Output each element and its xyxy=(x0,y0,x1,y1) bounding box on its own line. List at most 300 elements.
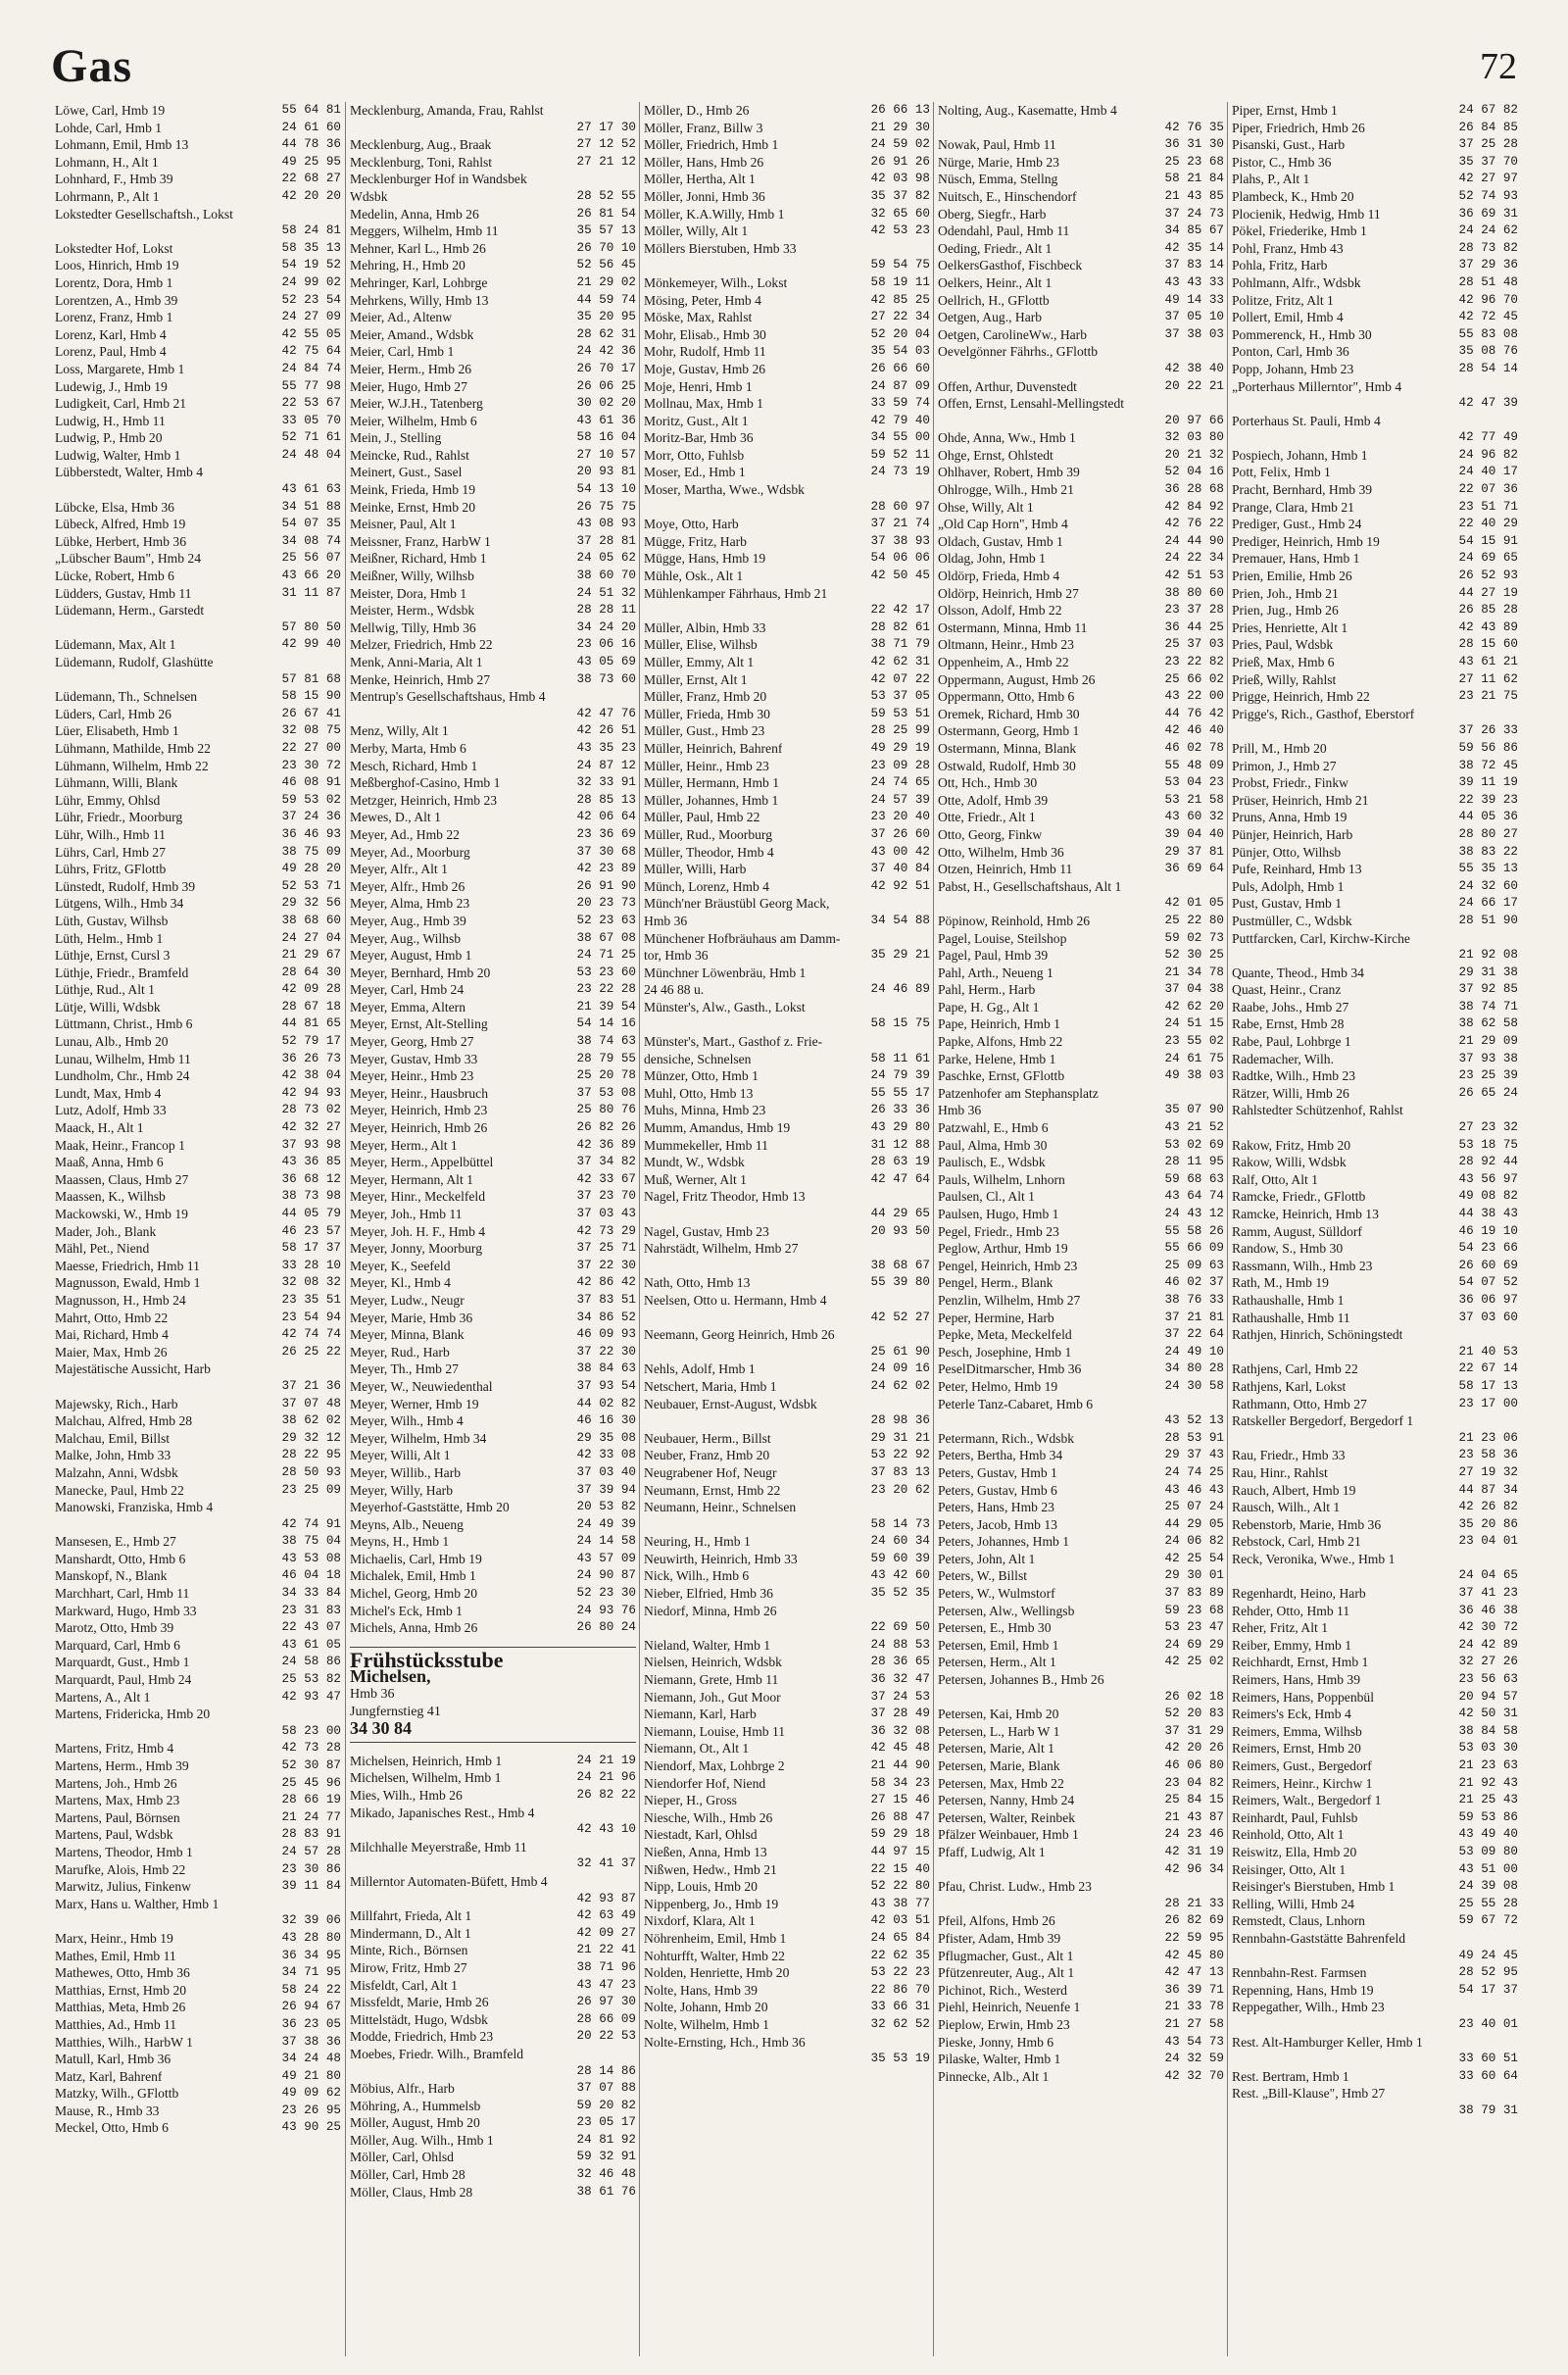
entry-phone: 25 45 96 xyxy=(281,1775,341,1790)
directory-entry xyxy=(1228,654,1522,671)
entry-phone: 38 73 60 xyxy=(576,671,636,686)
entry-phone: 25 56 07 xyxy=(281,551,341,566)
entry-phone: 23 17 00 xyxy=(1458,1396,1518,1410)
entry-phone: 37 22 30 xyxy=(576,1344,636,1359)
directory-entry xyxy=(1228,136,1522,154)
entry-phone: 42 03 51 xyxy=(870,1913,930,1928)
directory-entry xyxy=(346,1585,640,1603)
entry-phone: 23 20 62 xyxy=(870,1482,930,1497)
entry-phone: 42 32 70 xyxy=(1164,2068,1224,2083)
directory-entry xyxy=(640,774,934,792)
directory-entry xyxy=(1228,413,1522,430)
entry-name: Lübke, Herbert, Hmb 36 xyxy=(55,533,187,549)
directory-entry xyxy=(346,1361,640,1378)
entry-name: Lutz, Adolf, Hmb 33 xyxy=(55,1103,167,1118)
entry-phone: 20 22 53 xyxy=(576,2029,636,2044)
entry-phone: 42 94 93 xyxy=(281,1085,341,1100)
entry-name: Oremek, Richard, Hmb 30 xyxy=(938,706,1080,721)
entry-phone: 42 74 74 xyxy=(281,1327,341,1342)
directory-entry xyxy=(934,1430,1228,1448)
entry-name: Martens, Fritz, Hmb 4 xyxy=(55,1741,174,1757)
entry-name: Meyer, Herm., Alt 1 xyxy=(350,1137,458,1153)
directory-entry xyxy=(934,947,1228,965)
directory-entry xyxy=(346,999,640,1016)
directory-entry xyxy=(51,1671,345,1689)
directory-entry xyxy=(51,171,345,188)
entry-name: Mehner, Karl L., Hmb 26 xyxy=(350,240,486,256)
directory-entry xyxy=(1228,2085,1522,2103)
entry-phone: 43 46 43 xyxy=(1164,1482,1224,1497)
entry-phone: 44 87 34 xyxy=(1458,1482,1518,1497)
directory-entry xyxy=(934,861,1228,878)
entry-name: Meyer, Willib., Harb xyxy=(350,1464,462,1480)
entry-phone xyxy=(926,895,930,913)
directory-entry xyxy=(1228,1361,1522,1378)
entry-name: Mühlenkamper Fährhaus, Hmb 21 xyxy=(644,585,828,601)
entry-phone: 36 69 64 xyxy=(1164,862,1224,876)
entry-name: Lohde, Carl, Hmb 1 xyxy=(55,120,163,135)
directory-entry xyxy=(51,1482,345,1500)
entry-phone: 26 25 22 xyxy=(281,1344,341,1359)
entry-name: Matz, Karl, Bahrenf xyxy=(55,2068,163,2084)
entry-phone: 28 25 99 xyxy=(870,723,930,738)
entry-phone: 28 79 55 xyxy=(576,1051,636,1065)
entry-name: Nippenberg, Jo., Hmb 19 xyxy=(644,1896,779,1911)
directory-entry xyxy=(346,1994,640,2011)
directory-entry xyxy=(640,292,934,310)
directory-entry xyxy=(51,1826,345,1844)
entry-phone: 23 20 40 xyxy=(870,810,930,824)
directory-entry xyxy=(1228,844,1522,862)
directory-entry xyxy=(934,2051,1228,2068)
entry-name: Menke, Heinrich, Hmb 27 xyxy=(350,671,491,687)
directory-entry xyxy=(934,1171,1228,1189)
entry-phone: 35 07 90 xyxy=(1164,1103,1224,1117)
entry-name: Lüdemann, Herm., Garstedt xyxy=(55,603,205,618)
entry-name: Reimers, Emma, Wilhsb xyxy=(1232,1723,1362,1739)
directory-entry xyxy=(346,1412,640,1430)
directory-entry xyxy=(640,447,934,465)
entry-phone: 32 39 06 xyxy=(281,1913,341,1928)
directory-entry xyxy=(934,1137,1228,1155)
entry-name: Mecklenburg, Aug., Braak xyxy=(350,137,492,153)
directory-entry xyxy=(934,361,1228,378)
directory-entry xyxy=(640,1878,934,1896)
directory-entry xyxy=(934,257,1228,274)
directory-entry xyxy=(346,1206,640,1223)
entry-name: Lühmann, Willi, Blank xyxy=(55,775,178,791)
directory-entry xyxy=(346,1015,640,1033)
entry-name: Rassmann, Wilh., Hmb 23 xyxy=(1232,1258,1373,1273)
directory-entry xyxy=(1228,1240,1522,1258)
entry-name: Mause, R., Hmb 33 xyxy=(55,2103,160,2118)
entry-name: Möller, Aug. Wilh., Hmb 1 xyxy=(350,2132,494,2148)
entry-phone: 49 14 33 xyxy=(1164,292,1224,307)
directory-entry xyxy=(640,395,934,413)
entry-phone: 26 65 24 xyxy=(1458,1085,1518,1100)
entry-phone: 23 26 95 xyxy=(281,2103,341,2117)
directory-entry xyxy=(1228,2103,1522,2120)
directory-entry xyxy=(934,1396,1228,1413)
entry-phone: 52 23 63 xyxy=(576,913,636,927)
entry-phone: 23 06 16 xyxy=(576,637,636,652)
entry-phone: 42 30 72 xyxy=(1458,1620,1518,1635)
entry-name: Reimers, Hans, Poppenbül xyxy=(1232,1689,1374,1705)
entry-phone: 37 83 14 xyxy=(1164,258,1224,272)
entry-name: Pauls, Wilhelm, Lnhorn xyxy=(938,1171,1065,1187)
entry-name: Niesche, Wilh., Hmb 26 xyxy=(644,1809,773,1825)
entry-phone xyxy=(1220,343,1224,361)
directory-entry xyxy=(1228,602,1522,619)
entry-phone: 28 73 02 xyxy=(281,1103,341,1117)
entry-name: Prüser, Heinrich, Hmb 21 xyxy=(1232,792,1369,808)
directory-entry xyxy=(934,1516,1228,1534)
entry-phone: 20 53 82 xyxy=(576,1500,636,1514)
directory-entry xyxy=(51,102,345,120)
entry-name: Menz, Willy, Alt 1 xyxy=(350,723,449,739)
directory-entry xyxy=(640,1619,934,1637)
entry-phone: 21 23 63 xyxy=(1458,1758,1518,1772)
entry-name: Milchhalle Meyerstraße, Hmb 11 xyxy=(350,1839,527,1855)
entry-name: Ohlhaver, Robert, Hmb 39 xyxy=(938,465,1080,480)
entry-name: Petersen, E., Hmb 30 xyxy=(938,1620,1052,1636)
directory-entry xyxy=(1228,1154,1522,1171)
entry-phone: 38 75 04 xyxy=(281,1534,341,1549)
directory-entry xyxy=(640,1740,934,1757)
directory-entry xyxy=(346,947,640,965)
directory-entry xyxy=(934,1844,1228,1861)
entry-phone: 21 24 77 xyxy=(281,1809,341,1824)
directory-entry xyxy=(640,1344,934,1361)
directory-entry xyxy=(934,1964,1228,1982)
entry-phone: 23 21 75 xyxy=(1458,689,1518,704)
entry-name: Möller, Carl, Hmb 28 xyxy=(350,2167,466,2183)
entry-phone: 37 38 93 xyxy=(870,533,930,548)
entry-name: Nüsch, Emma, Stellng xyxy=(938,172,1058,187)
entry-phone: 34 51 88 xyxy=(281,499,341,514)
entry-phone: 24 88 53 xyxy=(870,1637,930,1652)
entry-name: Otto, Wilhelm, Hmb 36 xyxy=(938,844,1064,860)
directory-entry xyxy=(934,1740,1228,1757)
entry-phone: 42 35 14 xyxy=(1164,240,1224,255)
directory-entry xyxy=(640,429,934,447)
entry-name: Niestadt, Karl, Ohlsd xyxy=(644,1827,758,1843)
entry-name: Meyer, Heinr., Hmb 23 xyxy=(350,1068,474,1084)
entry-name: Peters, John, Alt 1 xyxy=(938,1551,1036,1566)
directory-entry xyxy=(640,722,934,740)
directory-entry xyxy=(346,2011,640,2029)
directory-entry xyxy=(346,2184,640,2202)
page-title: Gas xyxy=(51,40,133,92)
entry-phone: 38 74 63 xyxy=(576,1034,636,1049)
directory-entry xyxy=(640,1826,934,1844)
directory-entry xyxy=(346,913,640,930)
entry-phone xyxy=(926,1603,930,1620)
directory-entry xyxy=(1228,740,1522,758)
directory-entry xyxy=(1228,1740,1522,1757)
entry-name: densiche, Schnelsen xyxy=(644,1051,752,1066)
entry-phone xyxy=(632,2046,636,2063)
entry-phone: 58 16 04 xyxy=(576,430,636,445)
directory-entry xyxy=(640,1085,934,1103)
entry-name: Meyer, Th., Hmb 27 xyxy=(350,1361,459,1377)
entry-phone: 26 82 22 xyxy=(576,1788,636,1802)
entry-name: Majewsky, Rich., Harb xyxy=(55,1396,178,1411)
entry-name: Lütgens, Wilh., Hmb 34 xyxy=(55,896,184,912)
directory-entry xyxy=(934,636,1228,654)
directory-entry xyxy=(346,413,640,430)
directory-entry xyxy=(934,1912,1228,1930)
directory-entry xyxy=(346,378,640,396)
directory-entry xyxy=(51,1171,345,1189)
entry-phone: 22 53 67 xyxy=(281,396,341,411)
entry-phone: 58 14 73 xyxy=(870,1516,930,1531)
entry-phone: 24 27 09 xyxy=(281,310,341,324)
directory-entry xyxy=(346,758,640,775)
directory-entry xyxy=(51,136,345,154)
entry-phone: 28 52 55 xyxy=(576,188,636,203)
directory-entry xyxy=(51,740,345,758)
directory-entry xyxy=(640,2016,934,2034)
entry-phone: 29 37 81 xyxy=(1164,844,1224,859)
entry-phone: 21 44 90 xyxy=(870,1758,930,1772)
directory-entry xyxy=(934,930,1228,948)
entry-name: Ohlrogge, Wilh., Hmb 21 xyxy=(938,482,1074,498)
entry-name: Pruns, Anna, Hmb 19 xyxy=(1232,810,1348,825)
directory-entry xyxy=(51,1015,345,1033)
entry-name: Rahlstedter Schützenhof, Rahlst xyxy=(1232,1103,1403,1118)
entry-phone: 42 09 27 xyxy=(576,1925,636,1940)
entry-name: Raabe, Johs., Hmb 27 xyxy=(1232,999,1349,1014)
directory-entry xyxy=(346,1085,640,1103)
directory-entry xyxy=(51,585,345,603)
entry-name: Müller, Heinrich, Bahrenf xyxy=(644,740,783,756)
entry-phone xyxy=(632,1839,636,1856)
entry-phone: 28 66 19 xyxy=(281,1793,341,1807)
directory-entry xyxy=(1228,861,1522,878)
entry-name: Pilaske, Walter, Hmb 1 xyxy=(938,2052,1061,2067)
entry-phone: 35 20 95 xyxy=(576,310,636,324)
directory-entry xyxy=(934,1809,1228,1827)
directory-entry xyxy=(640,1464,934,1482)
directory-entry xyxy=(640,1671,934,1689)
entry-phone: 24 61 75 xyxy=(1164,1051,1224,1065)
directory-entry xyxy=(640,136,934,154)
entry-name: Martens, Herm., Hmb 39 xyxy=(55,1758,189,1773)
entry-phone: 24 87 09 xyxy=(870,378,930,393)
directory-entry xyxy=(346,481,640,499)
directory-entry xyxy=(51,1775,345,1793)
entry-name: Müller, Albin, Hmb 33 xyxy=(644,619,766,635)
directory-entry xyxy=(934,1274,1228,1292)
entry-name: Lüders, Carl, Hmb 26 xyxy=(55,706,172,721)
entry-name: Reher, Fritz, Alt 1 xyxy=(1232,1620,1328,1636)
directory-entry xyxy=(51,947,345,965)
entry-phone: 29 31 21 xyxy=(870,1430,930,1445)
entry-phone: 26 97 30 xyxy=(576,1995,636,2009)
entry-phone: 54 23 66 xyxy=(1458,1241,1518,1256)
entry-name: Mewes, D., Alt 1 xyxy=(350,810,441,825)
entry-name: Ludwig, Walter, Hmb 1 xyxy=(55,447,181,463)
directory-entry xyxy=(934,722,1228,740)
directory-entry xyxy=(51,533,345,551)
entry-phone: 52 23 30 xyxy=(576,1586,636,1601)
entry-phone: 42 33 08 xyxy=(576,1448,636,1462)
entry-phone xyxy=(1514,1999,1518,2016)
directory-entry xyxy=(1228,671,1522,689)
entry-phone: 42 47 64 xyxy=(870,1171,930,1186)
entry-name: Möhring, A., Hummelsb xyxy=(350,2098,481,2113)
entry-phone: 22 43 07 xyxy=(281,1620,341,1635)
entry-phone: 32 62 52 xyxy=(870,2016,930,2031)
entry-phone: 37 93 38 xyxy=(1458,1051,1518,1065)
entry-phone: 22 40 29 xyxy=(1458,517,1518,531)
entry-phone: 22 67 14 xyxy=(1458,1361,1518,1376)
entry-phone: 34 24 48 xyxy=(281,2052,341,2066)
directory-entry xyxy=(934,378,1228,396)
directory-entry xyxy=(1228,1482,1522,1500)
directory-entry xyxy=(640,1499,934,1516)
directory-entry xyxy=(934,240,1228,258)
entry-phone: 42 73 28 xyxy=(281,1741,341,1756)
directory-entry xyxy=(1228,1723,1522,1741)
entry-name: Mönkemeyer, Wilh., Lokst xyxy=(644,274,788,290)
entry-name: Loss, Margarete, Hmb 1 xyxy=(55,361,185,376)
directory-entry xyxy=(1228,429,1522,447)
entry-name: Pieplow, Erwin, Hmb 23 xyxy=(938,2016,1070,2032)
directory-entry xyxy=(640,102,934,120)
directory-entry xyxy=(1228,1274,1522,1292)
entry-phone: 43 47 23 xyxy=(576,1977,636,1992)
directory-entry xyxy=(1228,1775,1522,1793)
entry-phone: 42 52 27 xyxy=(870,1310,930,1324)
entry-name: Lüth, Gustav, Wilhsb xyxy=(55,913,169,928)
entry-name: Meyer, Gustav, Hmb 33 xyxy=(350,1051,478,1066)
entry-phone: 42 20 26 xyxy=(1164,1741,1224,1756)
directory-entry xyxy=(51,188,345,206)
entry-phone: 24 69 29 xyxy=(1164,1637,1224,1652)
directory-entry xyxy=(51,309,345,326)
directory-entry xyxy=(934,1930,1228,1948)
directory-entry xyxy=(51,878,345,896)
entry-phone: 24 93 76 xyxy=(576,1603,636,1617)
directory-entry xyxy=(51,1378,345,1396)
entry-name: Mügge, Fritz, Harb xyxy=(644,533,747,549)
directory-entry xyxy=(934,602,1228,619)
entry-name: Reimers's Eck, Hmb 4 xyxy=(1232,1707,1351,1722)
entry-name: Niemann, Ot., Alt 1 xyxy=(644,1741,750,1757)
entry-name: Nagel, Fritz Theodor, Hmb 13 xyxy=(644,1189,806,1205)
entry-phone: 53 22 23 xyxy=(870,1965,930,1980)
entry-name: Nohturfft, Walter, Hmb 22 xyxy=(644,1948,785,1963)
entry-name: Meyer, Alfr., Hmb 26 xyxy=(350,878,466,894)
entry-name: Rausch, Wilh., Alt 1 xyxy=(1232,1500,1341,1515)
entry-phone: 26 80 24 xyxy=(576,1620,636,1635)
directory-entry xyxy=(1228,895,1522,913)
directory-entry xyxy=(51,1137,345,1155)
entry-name: Meyer, Alfr., Alt 1 xyxy=(350,862,448,877)
entry-name: Münster's, Alw., Gasth., Lokst xyxy=(644,999,806,1014)
entry-phone: 42 25 02 xyxy=(1164,1655,1224,1669)
entry-name: Meyer, Ernst, Alt-Stelling xyxy=(350,1016,488,1032)
entry-phone: 21 92 43 xyxy=(1458,1775,1518,1790)
directory-entry xyxy=(934,568,1228,585)
entry-phone: 37 83 51 xyxy=(576,1292,636,1307)
entry-name: Lühmann, Mathilde, Hmb 22 xyxy=(55,740,211,756)
directory-entry xyxy=(1228,1033,1522,1051)
entry-phone: 24 69 65 xyxy=(1458,551,1518,566)
directory-entry xyxy=(1228,1223,1522,1241)
entry-name: Oetgen, Aug., Harb xyxy=(938,310,1043,325)
entry-name: Meyer, Hermann, Alt 1 xyxy=(350,1171,473,1187)
entry-name: Moje, Gustav, Hmb 26 xyxy=(644,361,766,376)
entry-name: Marx, Heinr., Hmb 19 xyxy=(55,1930,173,1946)
entry-name: Pust, Gustav, Hmb 1 xyxy=(1232,896,1343,912)
directory-entry xyxy=(1228,343,1522,361)
entry-phone xyxy=(1514,1326,1518,1344)
directory-entry xyxy=(51,981,345,999)
entry-phone: 37 07 88 xyxy=(576,2081,636,2096)
entry-name: Peper, Hermine, Harb xyxy=(938,1310,1054,1325)
directory-entry xyxy=(1228,1292,1522,1310)
entry-name: Möller, Hertha, Alt 1 xyxy=(644,172,756,187)
entry-phone xyxy=(926,481,930,499)
directory-entry xyxy=(934,1119,1228,1137)
entry-phone: 33 05 70 xyxy=(281,413,341,427)
entry-phone: 42 27 97 xyxy=(1458,172,1518,186)
entry-phone: 32 03 80 xyxy=(1164,430,1224,445)
directory-entry xyxy=(640,481,934,499)
entry-phone: 43 35 23 xyxy=(576,740,636,755)
directory-entry xyxy=(1228,1603,1522,1620)
entry-name: Ostermann, Georg, Hmb 1 xyxy=(938,723,1080,739)
entry-phone: 24 66 17 xyxy=(1458,896,1518,911)
directory-entry xyxy=(934,1619,1228,1637)
entry-name: Möller, Claus, Hmb 28 xyxy=(350,2184,473,2200)
entry-phone: 37 21 81 xyxy=(1164,1310,1224,1324)
entry-phone: 25 61 90 xyxy=(870,1344,930,1359)
entry-name: Maak, Heinr., Francop 1 xyxy=(55,1137,185,1153)
entry-phone xyxy=(1514,1412,1518,1430)
entry-phone: 39 11 19 xyxy=(1458,775,1518,790)
entry-name: Niemann, Louise, Hmb 11 xyxy=(644,1723,786,1739)
entry-phone: 21 40 53 xyxy=(1458,1344,1518,1359)
entry-phone: 28 50 93 xyxy=(281,1464,341,1479)
entry-phone: 42 93 87 xyxy=(576,1891,636,1905)
entry-phone: 25 09 63 xyxy=(1164,1258,1224,1272)
entry-phone: 43 08 93 xyxy=(576,517,636,531)
entry-phone: 26 70 17 xyxy=(576,361,636,375)
entry-phone: 42 77 49 xyxy=(1458,430,1518,445)
entry-phone: 55 83 08 xyxy=(1458,326,1518,341)
ad-name: Michelsen, xyxy=(350,1666,431,1687)
directory-entry xyxy=(640,602,934,619)
entry-phone: 37 21 36 xyxy=(281,1378,341,1393)
entry-phone: 55 35 13 xyxy=(1458,862,1518,876)
entry-name: Wdsbk xyxy=(350,188,388,204)
entry-phone: 42 43 10 xyxy=(576,1822,636,1837)
directory-entry xyxy=(51,1999,345,2016)
entry-phone: 24 24 62 xyxy=(1458,223,1518,238)
entry-phone: 25 55 28 xyxy=(1458,1896,1518,1910)
entry-name: Lorenz, Paul, Hmb 4 xyxy=(55,344,167,360)
entry-phone: 24 48 04 xyxy=(281,447,341,462)
directory-entry xyxy=(51,1223,345,1241)
directory-entry xyxy=(640,154,934,172)
directory-entry xyxy=(934,1792,1228,1809)
directory-entry xyxy=(1228,1188,1522,1206)
entry-phone: 42 92 51 xyxy=(870,878,930,893)
